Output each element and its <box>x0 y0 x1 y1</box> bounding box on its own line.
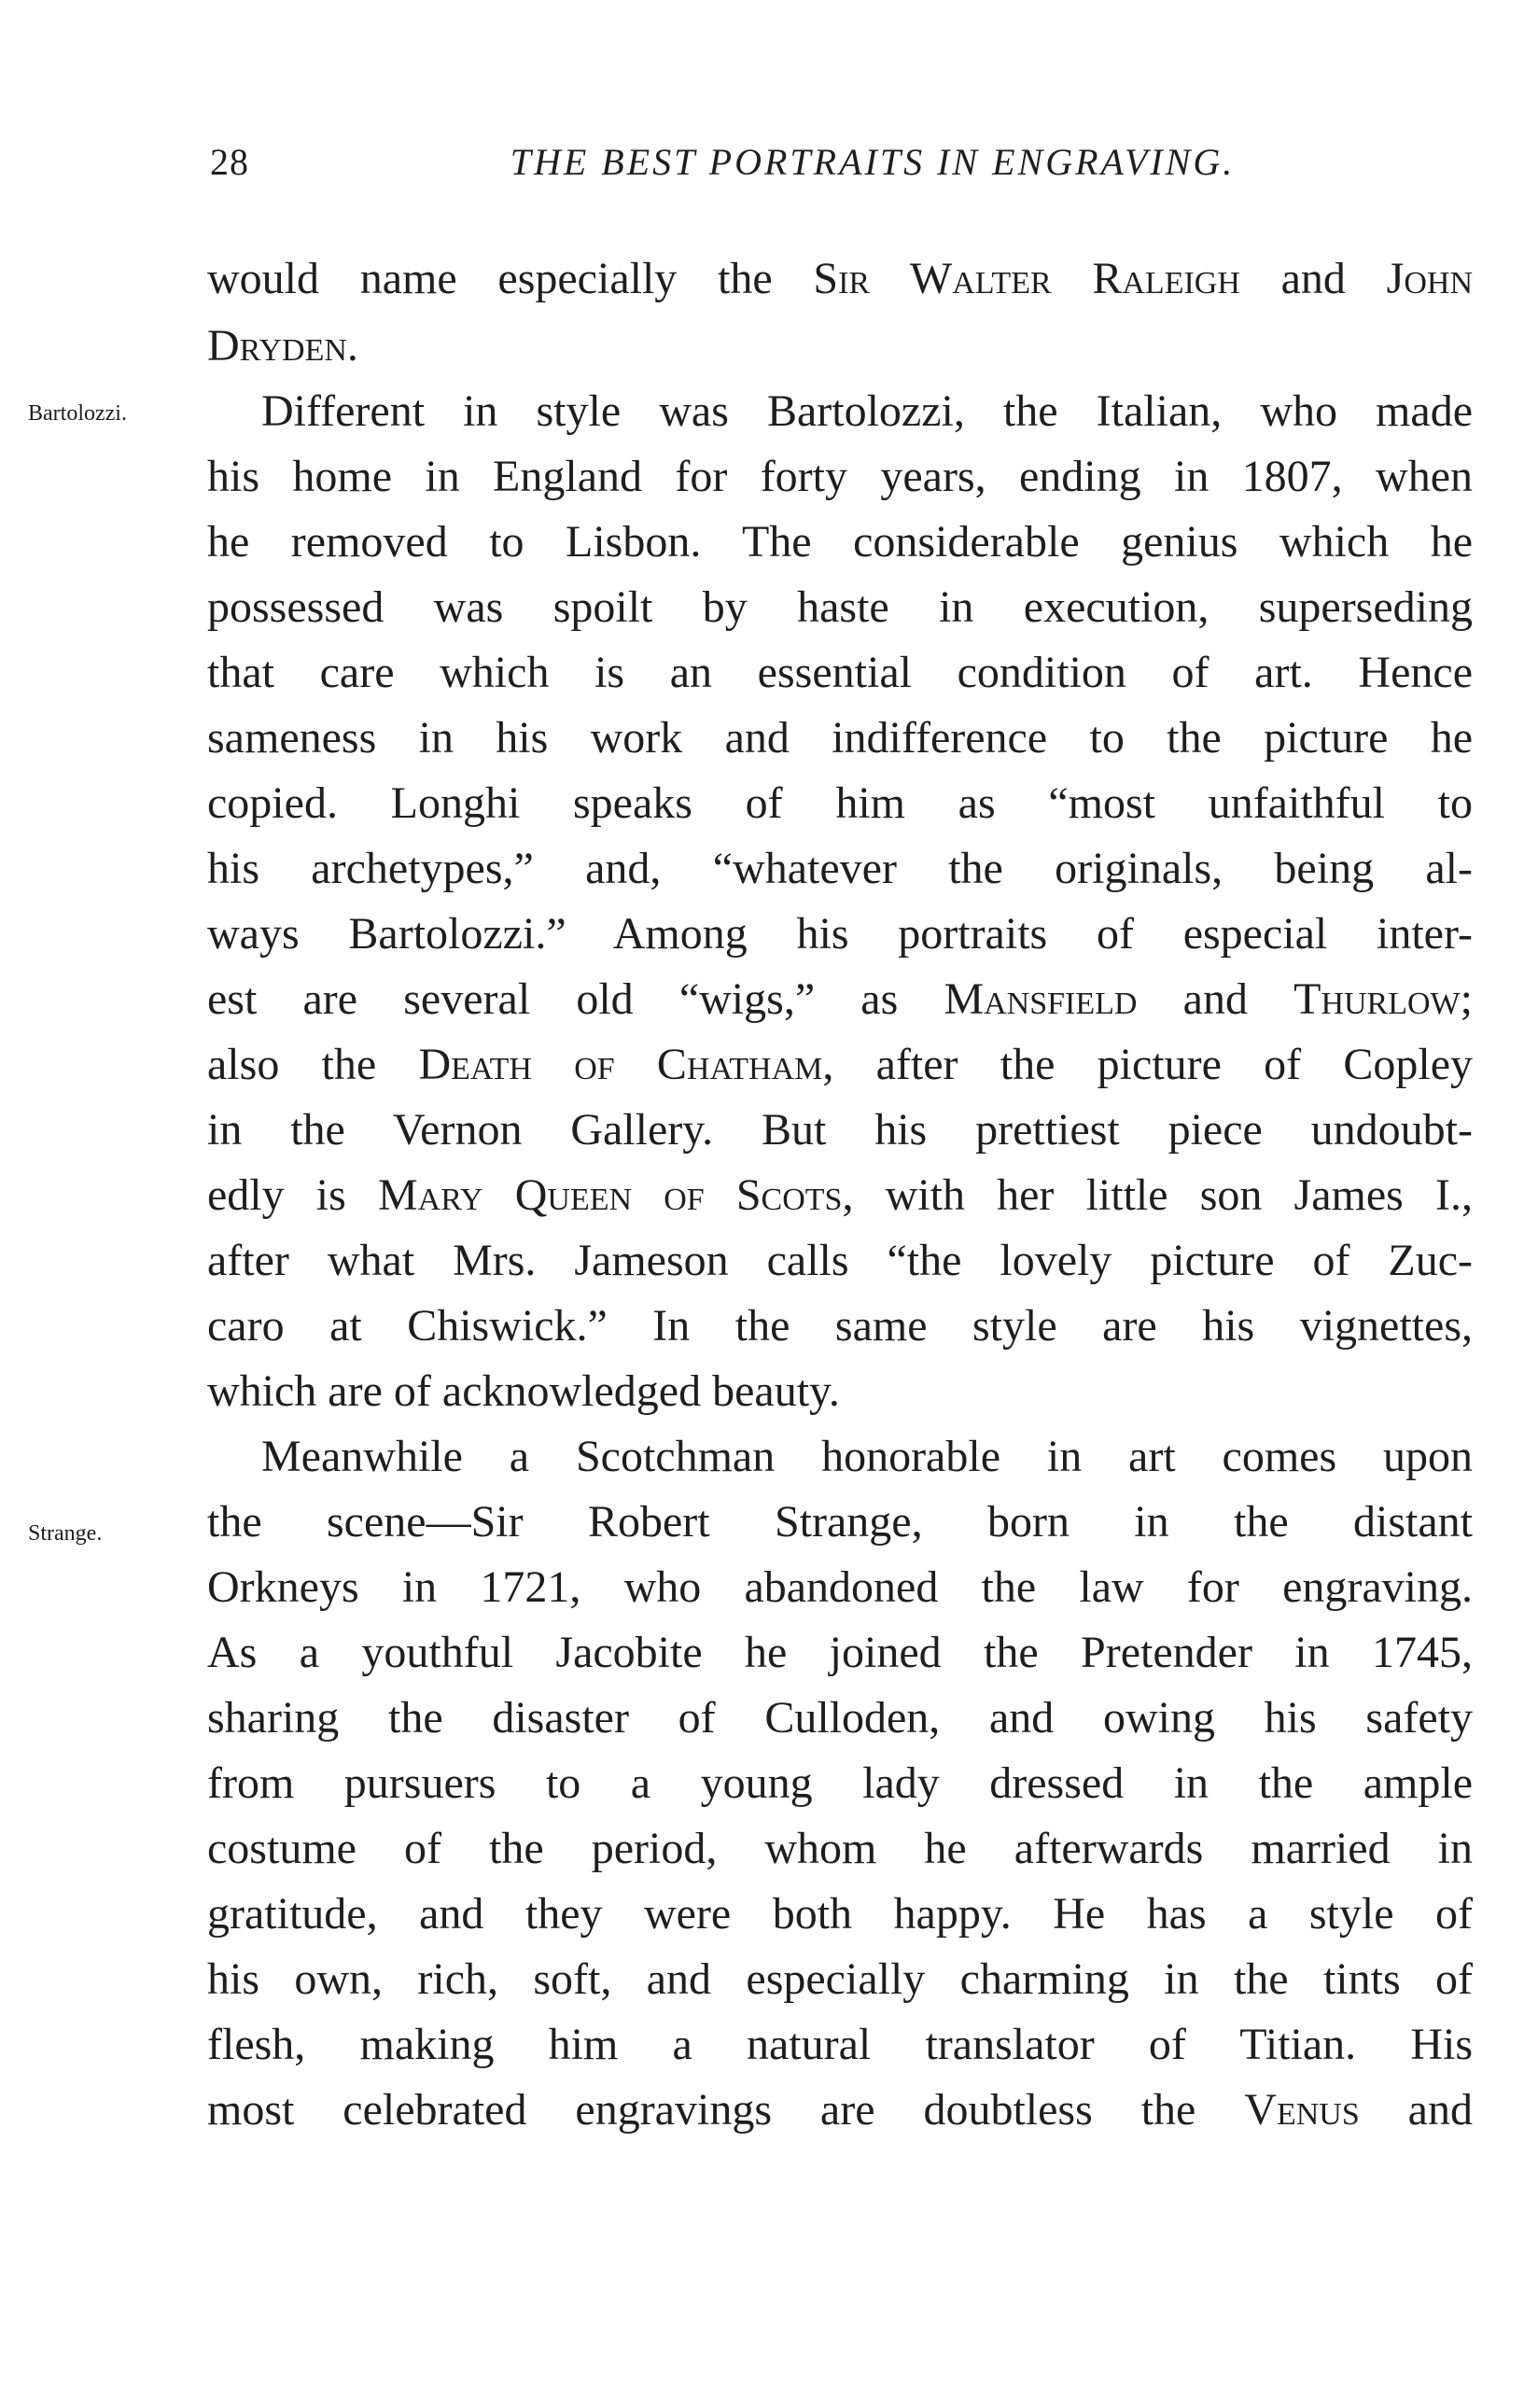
text-line-1: would name especially the Sir Walter Raleigh and John <box>207 254 1473 303</box>
text-line-29: most celebrated engravings are doubtless the Venus and <box>207 2085 1473 2135</box>
text-line-6: possessed was spoilt by haste in execution, superseding <box>207 582 1473 632</box>
text-line-16: after what Mrs. Jameson calls “the lovely picture of Zuc- <box>207 1236 1473 1285</box>
text-line-10: his archetypes,” and, “whatever the originals, being al- <box>207 844 1473 893</box>
text-line-12: est are several old “wigs,” as Mansfield and Thurlow; <box>207 974 1473 1024</box>
margin-note-bartolozzi: Bartolozzi. <box>28 401 127 426</box>
text-line-27: his own, rich, soft, and especially charming in the tints of <box>207 1954 1473 2004</box>
text-line-18: which are of acknowledged beauty. <box>207 1366 840 1416</box>
text-line-8: sameness in his work and indifference to the picture he <box>207 713 1473 763</box>
text-line-17: caro at Chiswick.” In the same style are his vignettes, <box>207 1301 1473 1351</box>
text-line-20: the scene—Sir Robert Strange, born in the distant <box>207 1497 1473 1547</box>
text-line-3: Different in style was Bartolozzi, the Italian, who made <box>261 386 1473 436</box>
text-line-21: Orkneys in 1721, who abandoned the law for engraving. <box>207 1562 1473 1612</box>
text-line-25: costume of the period, whom he afterwards married in <box>207 1824 1473 1873</box>
text-line-28: flesh, making him a natural translator of Titian. His <box>207 2020 1473 2069</box>
text-line-26: gratitude, and they were both happy. He has a style of <box>207 1889 1473 1939</box>
text-line-15: edly is Mary Queen of Scots, with her little son James I., <box>207 1170 1474 1220</box>
margin-note-strange: Strange. <box>28 1521 103 1546</box>
text-line-22: As a youthful Jacobite he joined the Pretender in 1745, <box>207 1628 1473 1677</box>
text-line-2: Dryden. <box>207 321 358 371</box>
text-line-5: he removed to Lisbon. The considerable genius which he <box>207 517 1473 567</box>
page-number: 28 <box>210 141 249 183</box>
text-line-14: in the Vernon Gallery. But his prettiest piece undoubt- <box>207 1105 1473 1155</box>
text-line-4: his home in England for forty years, ending in 1807, when <box>207 452 1473 501</box>
running-title: THE BEST PORTRAITS IN ENGRAVING. <box>510 141 1236 183</box>
text-line-19: Meanwhile a Scotchman honorable in art comes upon <box>261 1432 1473 1481</box>
text-line-9: copied. Longhi speaks of him as “most unfaithful to <box>207 778 1473 828</box>
text-line-13: also the Death of Chatham, after the picture of Copley <box>207 1040 1473 1089</box>
text-line-7: that care which is an essential condition of art. Hence <box>207 648 1473 697</box>
text-line-23: sharing the disaster of Culloden, and owing his safety <box>207 1693 1473 1743</box>
text-line-11: ways Bartolozzi.” Among his portraits of especial inter- <box>207 909 1473 959</box>
text-line-24: from pursuers to a young lady dressed in the ample <box>207 1758 1473 1808</box>
running-header <box>210 140 1479 196</box>
